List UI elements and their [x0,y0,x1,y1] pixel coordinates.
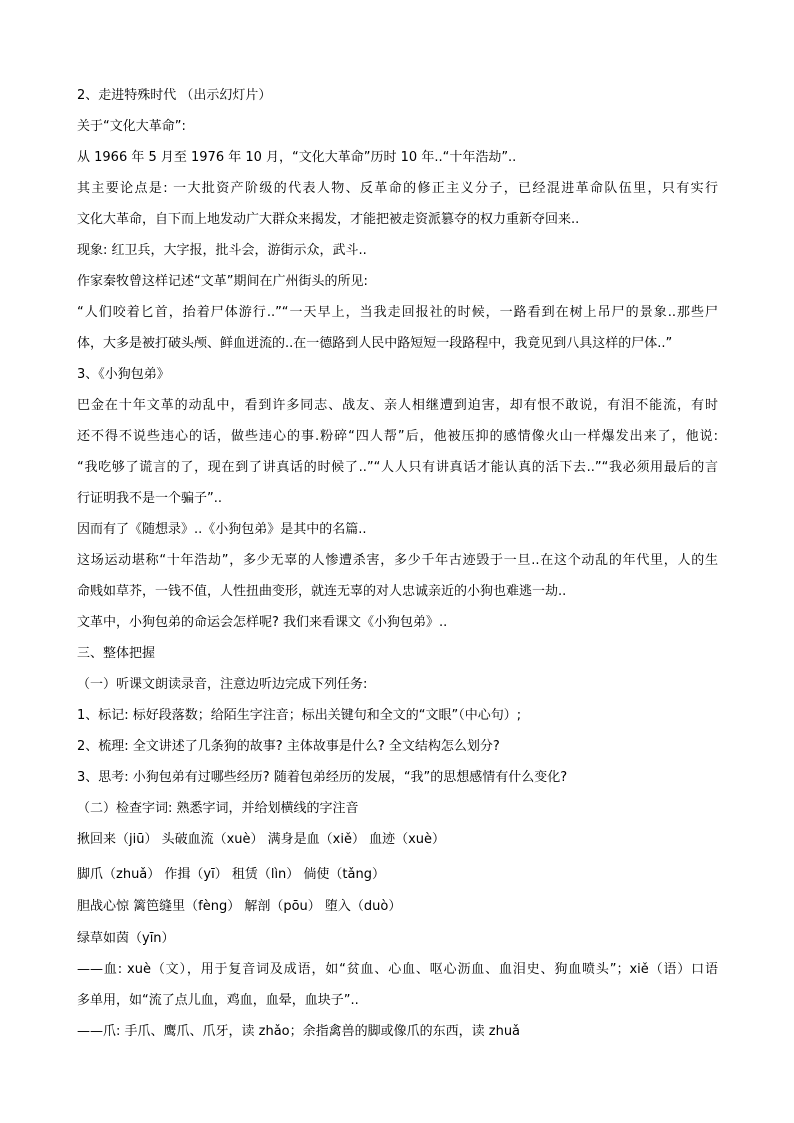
paragraph-line: 命贱如草芥，一钱不值，人性扭曲变形，就连无辜的对人忠诚亲近的小狗也难逃一劫.. [77,584,567,599]
task-item: 3、思考: 小狗包弟有过哪些经历? 随着包弟经历的发展，“我”的思想感情有什么变化? [77,770,568,785]
section-heading-overall: 三、整体把握 [77,646,156,661]
paragraph-line: 从 1966 年 5 月至 1976 年 10 月，“文化大革命”历时 10 年..“十年浩劫”.. [77,150,517,165]
note-line: ——血: xuè（文），用于复音词及成语，如“贫血、心血、呕心沥血、血泪史、狗血喷头”；xiě（语）口语 [77,962,718,977]
paragraph-line: 行证明我不是一个骗子”.. [77,491,222,506]
section-heading-3: 3、《小狗包弟》 [77,367,170,382]
subheading-vocabulary: （二）检查字词: 熟悉字词，并给划横线的字注音 [77,801,359,816]
paragraph-line: 巴金在十年文革的动乱中，看到许多同志、战友、亲人相继遭到迫害，却有恨不敢说，有泪不能流，有时 [77,398,718,413]
paragraph-line: 作家秦牧曾这样记述“文革”期间在广州街头的所见: [77,274,368,289]
section-heading-2: 2、走进特殊时代 （出示幻灯片） [77,88,272,103]
paragraph-line: 这场运动堪称“十年浩劫”，多少无辜的人惨遭杀害，多少千年古迹毁于一旦..在这个动乱的年代里，人的生 [77,553,718,568]
quote-line: 体，大多是被打破头颅、鲜血迸流的..在一德路到人民中路短短一段路程中，我竟见到八具这样的尸体..” [77,336,673,351]
paragraph-line: 文革中，小狗包弟的命运会怎样呢? 我们来看课文《小狗包弟》.. [77,615,448,630]
vocabulary-row: 绿草如茵（yīn） [77,931,175,946]
task-item: 1、标记: 标好段落数；给陌生字注音；标出关键句和全文的“文眼”（中心句）; [77,708,522,723]
task-item: 2、梳理: 全文讲述了几条狗的故事? 主体故事是什么? 全文结构怎么划分? [77,739,500,754]
paragraph-line: 关于“文化大革命”: [77,119,186,134]
vocabulary-row: 揪回来（jiū） 头破血流（xuè） 满身是血（xiě） 血迹（xuè） [77,832,446,847]
quote-line: “人们咬着匕首，抬着尸体游行..”“一天早上，当我走回报社的时候，一路看到在树上吊尸的景象..那些尸 [77,305,718,320]
paragraph-line: 因而有了《随想录》..《小狗包弟》是其中的名篇.. [77,522,367,537]
vocabulary-row: 脚爪（zhuǎ） 作揖（yī） 租赁（lìn） 倘使（tǎng） [77,867,385,882]
vocabulary-row: 胆战心惊 篱笆缝里（fèng） 解剖（pōu） 堕入（duò） [77,899,402,914]
subheading-listen: （一）听课文朗读录音，注意边听边完成下列任务: [77,677,368,692]
note-line: ——爪: 手爪、鹰爪、爪牙，读 zhǎo；余指禽兽的脚或像爪的东西，读 zhuǎ [77,1024,521,1039]
paragraph-line: “我吃够了谎言的了，现在到了讲真话的时候了..”“人人只有讲真话才能认真的活下去..”“我必须用最后的言 [77,460,718,475]
note-line: 多单用，如“流了点儿血，鸡血，血晕，血块子”.. [77,993,359,1008]
paragraph-line: 文化大革命，自下而上地发动广大群众来揭发，才能把被走资派篡夺的权力重新夺回来.. [77,212,580,227]
paragraph-line: 还不得不说些违心的话，做些违心的事.粉碎“四人帮”后，他被压抑的感情像火山一样爆发出来了，他说: [77,429,718,444]
paragraph-line: 其主要论点是: 一大批资产阶级的代表人物、反革命的修正主义分子，已经混进革命队伍里，只有实行 [77,181,718,196]
paragraph-line: 现象: 红卫兵，大字报，批斗会，游街示众，武斗.. [77,243,367,258]
